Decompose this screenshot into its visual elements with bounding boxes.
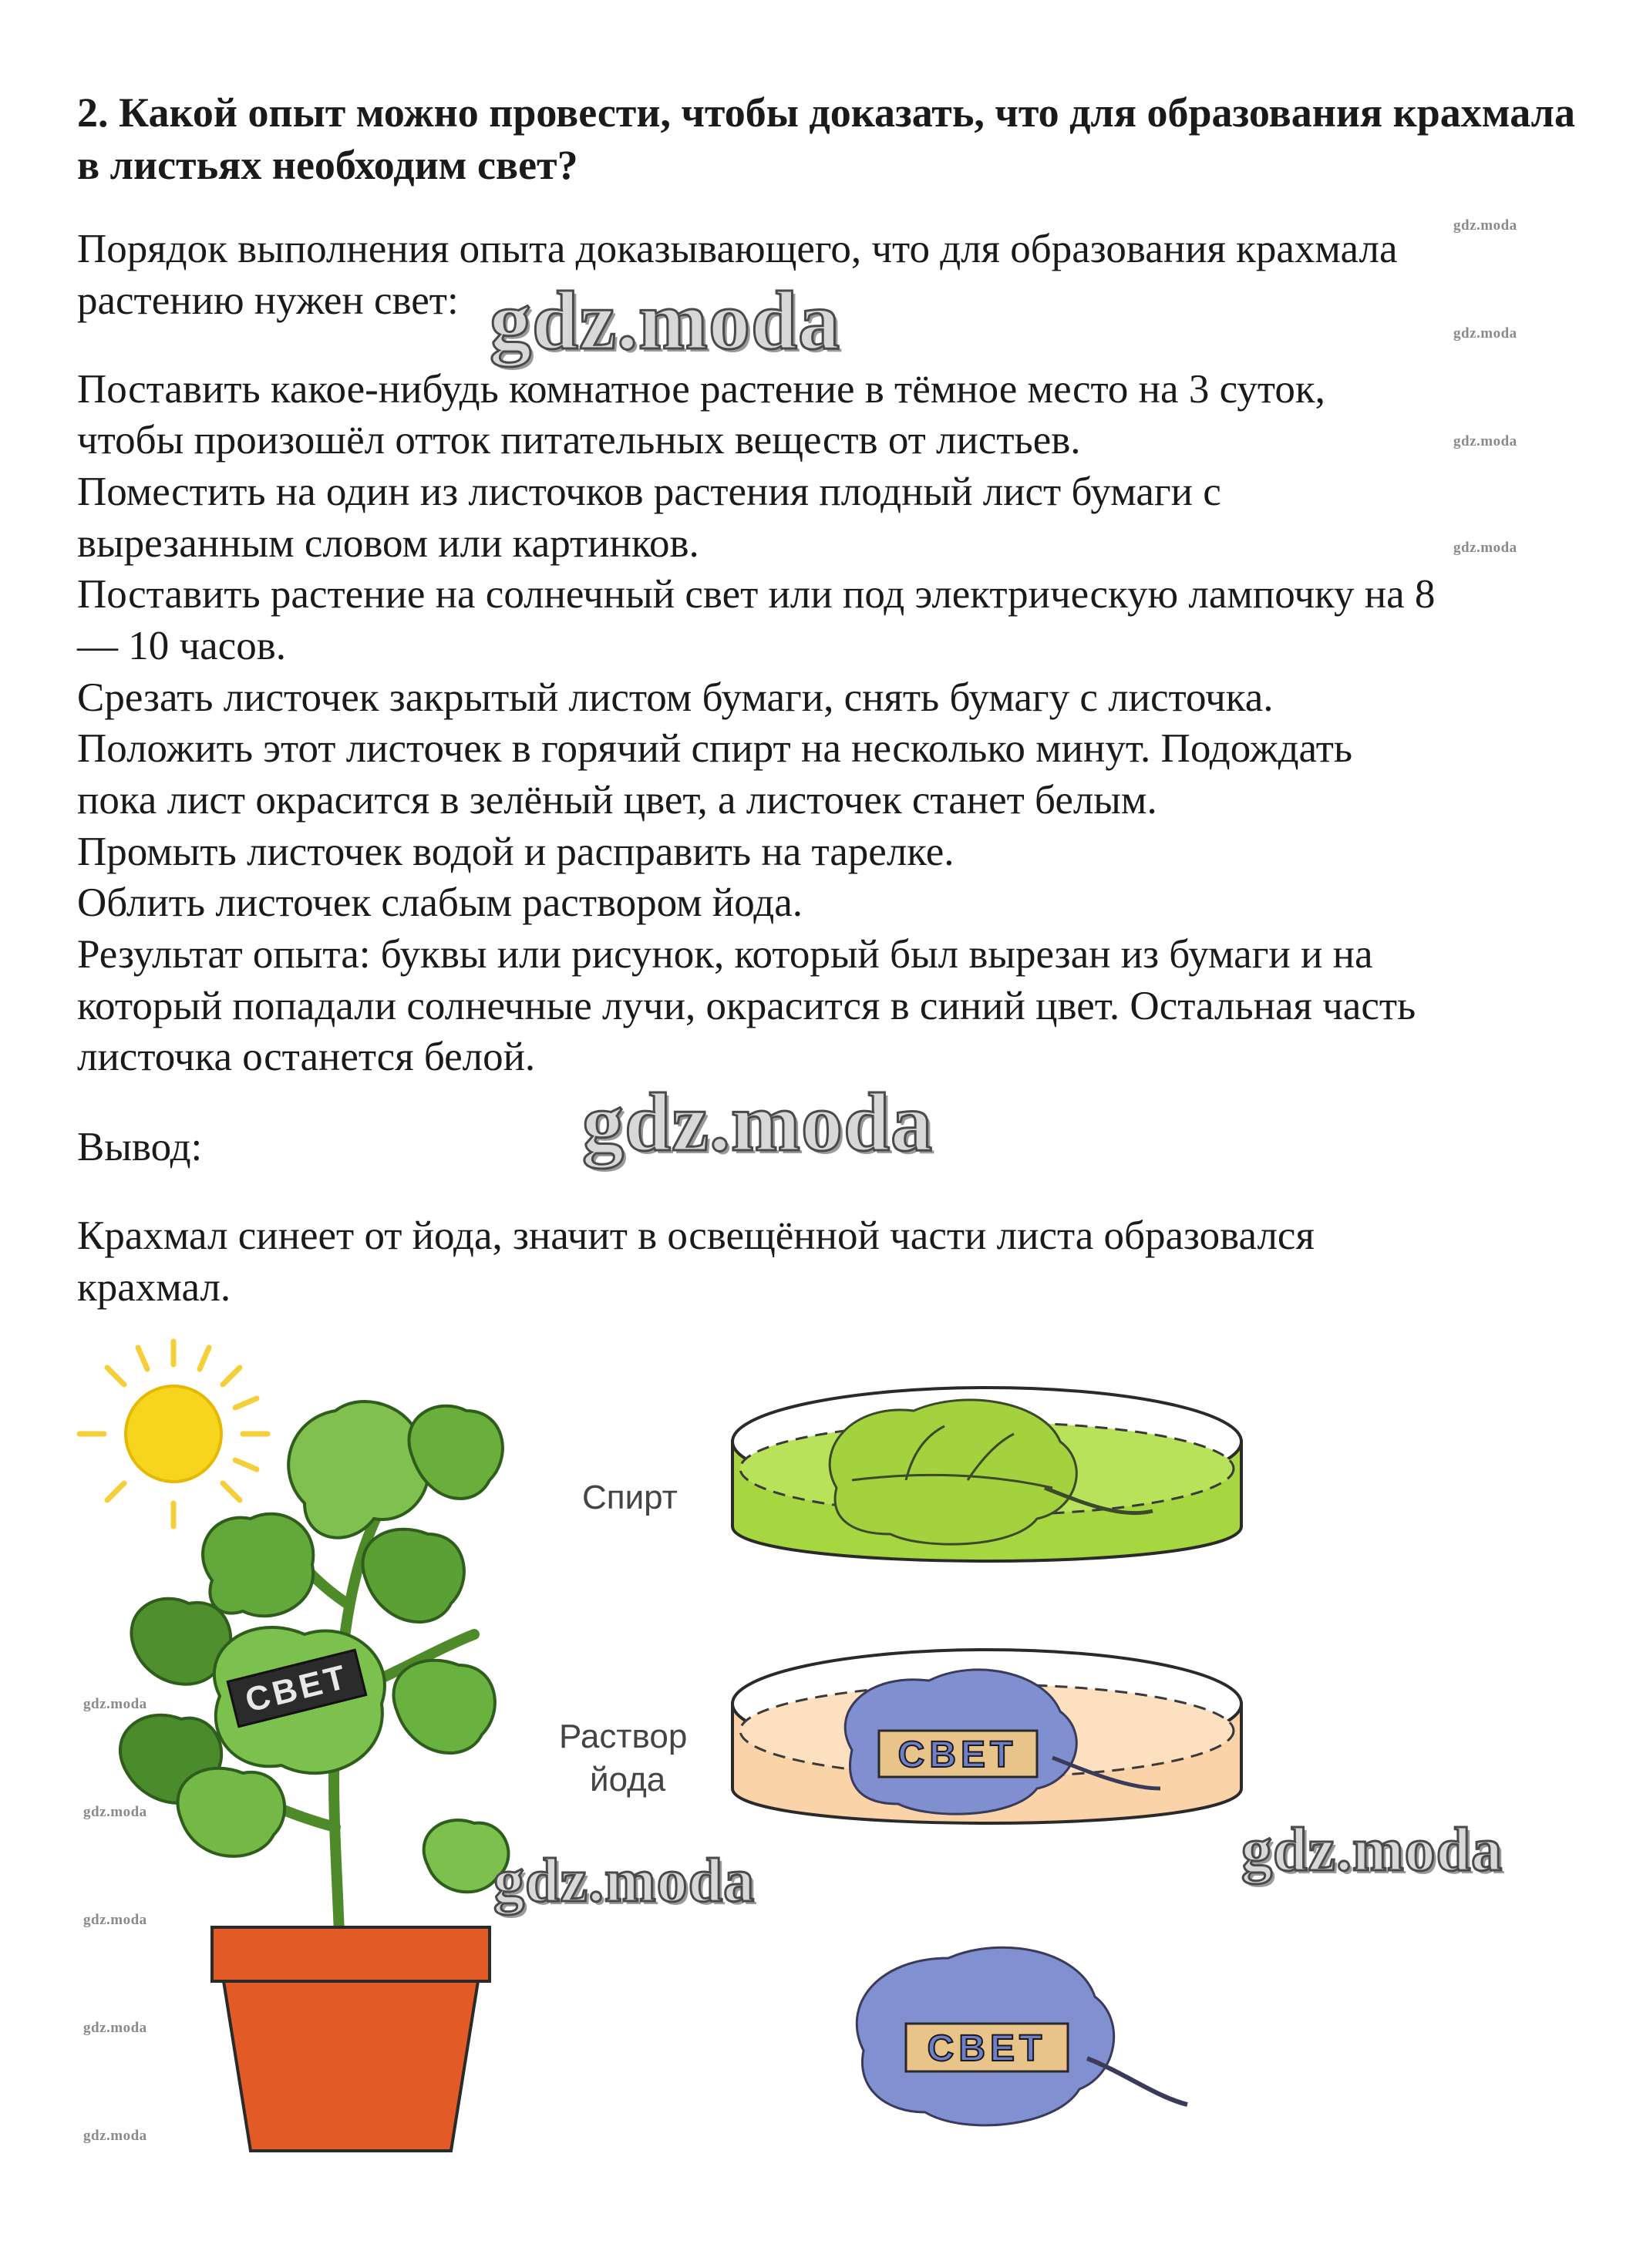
text-line: Срезать листочек закрытый листом бумаги, снять бумагу с листочка. [77,675,1274,720]
watermark: gdz.moda [1453,540,1517,556]
watermark-large: gdz.moda [490,275,841,367]
text-line: вырезанным словом или картинков. [77,521,699,566]
leaf [203,1514,313,1617]
text-line: Поставить какое-нибудь комнатное растение в тёмное место на 3 суток, [77,367,1325,412]
text-line: Результат опыта: буквы или рисунок, который был вырезан из бумаги и на [77,932,1373,977]
text-line: Поставить растение на солнечный свет или под электрическую лампочку на 8 [77,572,1436,617]
text-line: который попадали солнечные лучи, окрасится в синий цвет. Остальная часть [77,984,1416,1028]
leaf-word-iodine: СВЕТ [897,1735,1018,1775]
text-line: Порядок выполнения опыта доказывающего, что для образования крахмала [77,227,1398,271]
watermark: gdz.moda [83,1804,147,1820]
stained-leaf [833,1927,1218,2159]
watermark: gdz.moda [1453,325,1517,342]
watermark-large: gdz.moda [1241,1816,1503,1884]
text-line: пока лист окрасится в зелёный цвет, а листочек станет белым. [77,778,1157,823]
watermark: gdz.moda [1453,433,1517,449]
label-iodine-2: йода [590,1761,666,1799]
watermark: gdz.moda [83,2128,147,2144]
text-line: — 10 часов. [77,624,286,668]
leaf [288,1402,428,1538]
question-heading: 2. Какой опыт можно провести, чтобы доказать, что для образования крахмала в листьях необходим свет? [77,89,1575,188]
text-line: чтобы произошёл отток питательных веществ от листьев. [77,418,1081,463]
text-line: Облить листочек слабым раствором йода. [77,880,803,925]
text-line: Поместить на один из листочков растения плодный лист бумаги с [77,469,1221,514]
watermark: gdz.moda [1453,217,1517,234]
label-iodine-1: Раствор [559,1718,688,1755]
leaf-word-stained: СВЕТ [927,2028,1047,2069]
watermark-large: gdz.moda [582,1077,934,1169]
conclusion-line: Крахмал синеет от йода, значит в освещённой части листа образовался [77,1213,1315,1258]
leaf [393,1661,494,1753]
alcohol-dish [721,1372,1253,1619]
plant-illustration [73,1326,567,2159]
text-line: Положить этот листочек в горячий спирт на несколько минут. Подождать [77,726,1353,771]
watermark: gdz.moda [83,1912,147,1928]
watermark: gdz.moda [83,2020,147,2036]
conclusion-label: Вывод: [77,1125,203,1169]
conclusion-line: крахмал. [77,1265,231,1310]
leaf [362,1529,463,1622]
watermark: gdz.moda [83,1696,147,1712]
text-line: Промыть листочек водой и расправить на тарелке. [77,829,955,874]
watermark-large: gdz.moda [493,1847,756,1915]
label-alcohol: Спирт [582,1479,678,1516]
svet-tag-text: СВЕТ [241,1657,352,1720]
iodine-dish [721,1634,1253,1881]
sun-icon [79,1341,268,1526]
flower-pot [212,1927,490,2151]
text-line: листочка останется белой. [77,1035,536,1079]
text-line: растению нужен свет: [77,278,459,323]
leaf [177,1768,285,1856]
